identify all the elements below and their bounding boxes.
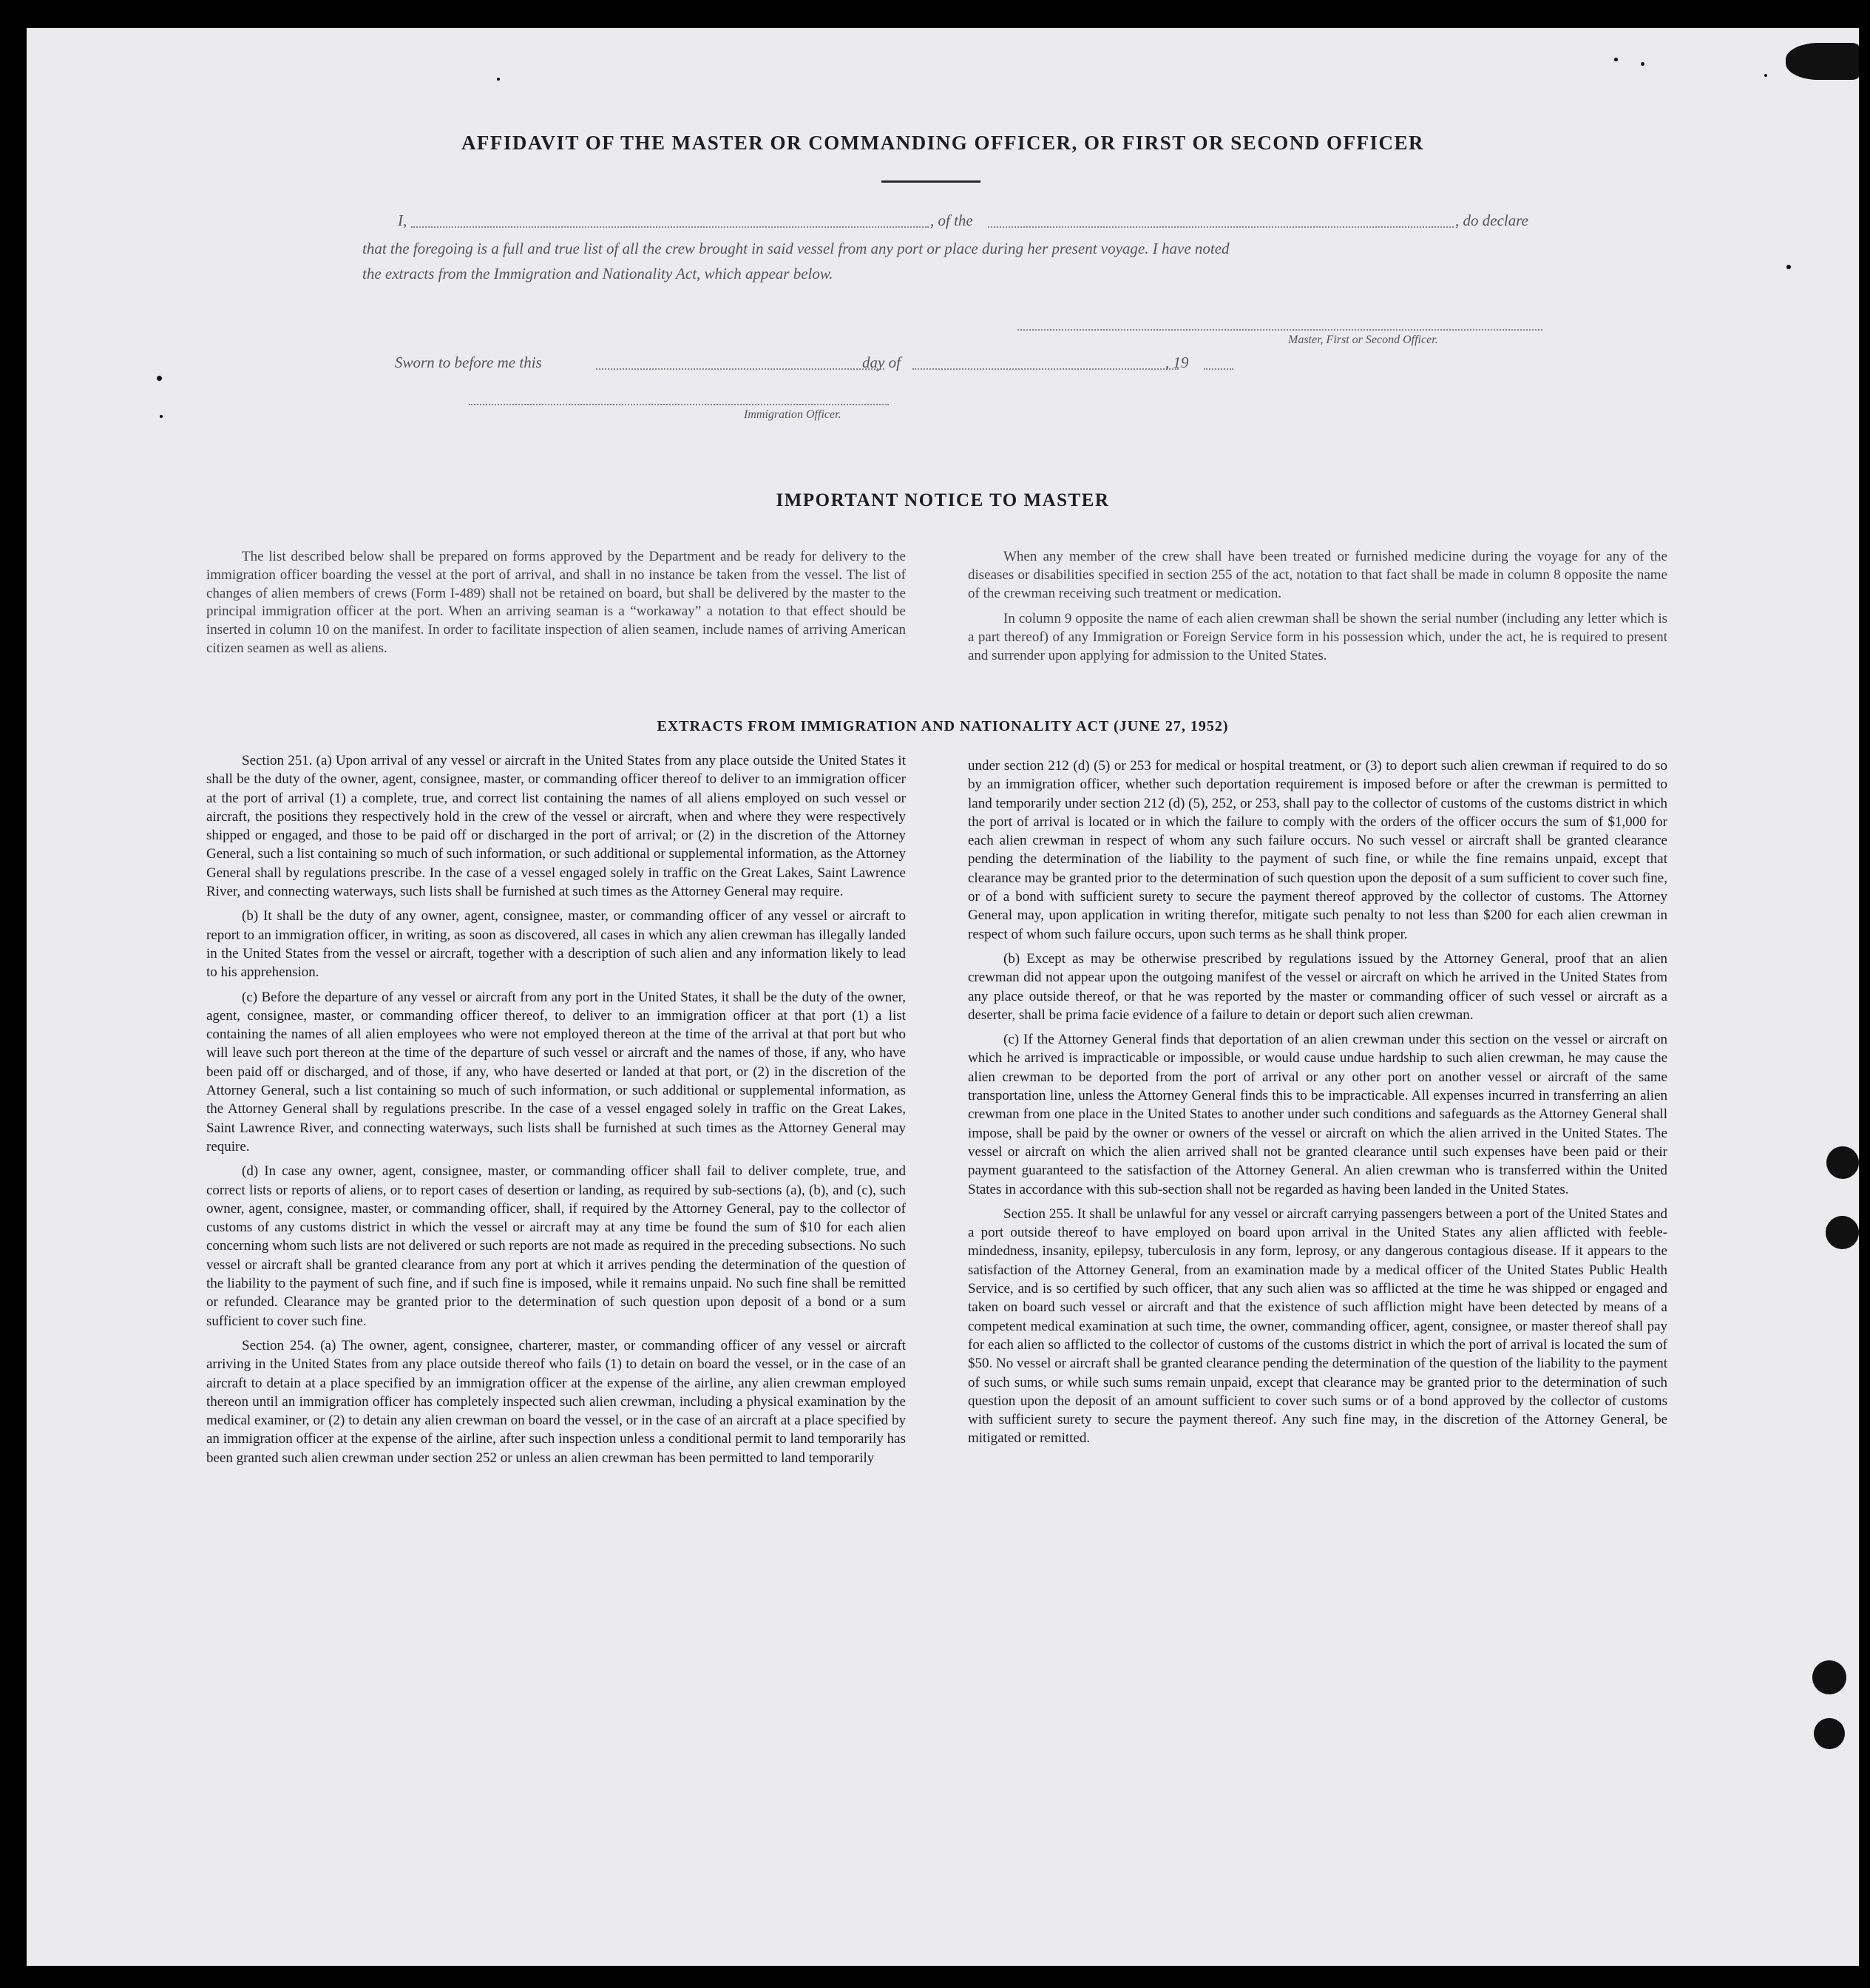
punch-hole-mark bbox=[1812, 1660, 1846, 1694]
notice-left-column bbox=[206, 548, 906, 664]
immigration-officer-signature-line[interactable] bbox=[469, 404, 889, 405]
scan-dot bbox=[1614, 58, 1618, 61]
notice-right-paragraph-2: In column 9 opposite the name of each alien crewman shall be shown the serial number (including any letter which is a part thereof) of any Immigration or Foreign Service form in his possession which, under the act, he is required to present and surrender upon applying for admission to the United States. bbox=[968, 611, 1667, 663]
section-251-d: (d) In case any owner, agent, consignee, master, or commanding officer shall fail to deliver complete, true, and correct lists or reports of aliens, or to report cases of desertion or landing, as required by sub-sections (a), (b), and (c), such owner, agent, consignee, master, or commanding officer, shall, if required by the Attorney General, pay to the collector of customs of any customs district in which the vessel or aircraft may at any time be found the sum of $10 for each alien concerning whom such lists are not delivered or such reports are not made as required in the preceding subsections. No such vessel or aircraft shall be granted clearance from any port at which it arrives pending the determination of the question of the liability to the payment of such fine, and if such fine is imposed, while it remains unpaid. No such fine shall be remitted or refunded. Clearance may be granted prior to the determination of such question upon deposit of a bond or a sum sufficient to cover such fine. bbox=[206, 1163, 906, 1329]
scan-dot bbox=[1786, 265, 1791, 269]
punch-hole-mark bbox=[1826, 1146, 1859, 1179]
sworn-year-field[interactable] bbox=[1204, 368, 1233, 370]
declaration-of-the: , of the bbox=[930, 212, 973, 229]
notice-heading: IMPORTANT NOTICE TO MASTER bbox=[776, 490, 1110, 510]
year-label: , 19 bbox=[1165, 354, 1189, 371]
document-page bbox=[27, 28, 1859, 1966]
declaration-line-3: the extracts from the Immigration and Nationality Act, which appear below. bbox=[362, 265, 833, 283]
notice-left-paragraph: The list described below shall be prepared on forms approved by the Department and be ready for delivery to the immigration officer boarding the vessel at the port of arrival, and shall in no instance be taken from the vessel. The list of changes of alien members of crews (Form I-489) shall not be retained on board, but shall be delivered by the master to the principal immigration officer at the port. When an arriving seaman is a “workaway” a notation to that effect should be inserted in column 10 on the manifest. In order to facilitate inspection of alien seamen, include names of arriving American citizen seamen as well as aliens. bbox=[206, 549, 906, 656]
punch-hole-mark bbox=[1786, 43, 1859, 80]
declaration-do-declare: , do declare bbox=[1455, 212, 1528, 229]
scan-dot bbox=[157, 376, 162, 381]
sworn-day-field[interactable] bbox=[596, 368, 884, 370]
section-254-c: (c) If the Attorney General finds that deportation of an alien crewman under this section on the vessel or aircraft on which he arrived is impracticable or impossible, or would cause undue hardship to such alien crewman, he may cause the alien crewman to be deported from the port of arrival or any other port on another vessel or aircraft of the same transportation line, unless the Attorney General finds this to be impracticable. All expenses incurred in transferring an alien crewman from one place in the United States to another under such conditions and safeguards as the Attorney General shall impose, shall be paid by the owner or owners of the vessel or aircraft on which the alien arrived in the United States. The vessel or aircraft on which the alien arrived shall not be granted clearance until such expenses have been paid or their payment guaranteed to the satisfaction of the Attorney General. An alien crewman who is transferred within the United States in accordance with this sub-section shall not be regarded as having been landed in the United States. bbox=[968, 1032, 1667, 1197]
section-251-c: (c) Before the departure of any vessel or aircraft from any port in the United States, it shall be the duty of the owner, agent, consignee, master, or commanding officer thereof, to deliver to an immigration officer at that port (1) a list containing the names of all alien employees who were not employed thereon at the time of the arrival at that port but who will leave such port thereon at the time of the departure of such vessel or aircraft and the names of those, if any, who have been paid off or discharged, and of those, if any, who have deserted or landed at that port, or (2) in the discretion of the Attorney General, such a list containing so much of such information, or such additional or supplemental information, as the Attorney General shall by regulations prescribe. In the case of a vessel engaged solely in traffic on the Great Lakes, Saint Lawrence River, and connecting waterways, such lists shall be furnished at such times as the Attorney General may require. bbox=[206, 989, 906, 1154]
section-254-a: Section 254. (a) The owner, agent, consignee, charterer, master, or commanding officer of any vessel or aircraft arriving in the United States from any place outside thereof who fails (1) to detain on board the vessel, or in the case of an aircraft to detain at a place specified by an immigration officer at the expense of the airline, any alien crewman employed thereon until an immigration officer has completely inspected such alien crewman, including a physical examination by the medical examiner, or (2) to detain any alien crewman on board the vessel, or in the case of an aircraft at a place specified by an immigration officer at the expense of the airline, after such inspection unless a conditional permit to land temporarily has been granted such alien crewman under section 252 or unless an alien crewman has been permitted to land temporarily bbox=[206, 1337, 906, 1466]
declaration-i: I, bbox=[398, 212, 407, 229]
punch-hole-mark bbox=[1814, 1718, 1845, 1749]
sworn-month-field[interactable] bbox=[912, 368, 1179, 370]
section-255: Section 255. It shall be unlawful for any vessel or aircraft carrying passengers between a port of the United States and a port outside thereof to have employed on board upon arrival in the United States any alien afflicted with feeble-mindedness, insanity, epilepsy, tuberculosis in any form, leprosy, or any dangerous contagious disease. If it appears to the satisfaction of the Attorney General, from an examination made by a medical officer of the United States Public Health Service, and is so certified by such officer, that any such alien was so afflicted at the time he was shipped or engaged and taken on board such vessel or aircraft and that the existence of such affliction might have been detected by means of a competent medical examination at such time, the owner, commanding officer, agent, consignee, or master thereof shall pay for each alien so afflicted to the collector of customs of the customs district in which the port of arrival is located the sum of $50. No vessel or aircraft shall be granted clearance pending the determination of the question of the liability to the payment of such sums, or while such sums remain unpaid, except that clearance may be granted prior to the determination of such question upon the deposit of an amount sufficient to cover such sums or of a bond approved by the collector of customs with sufficient surety to secure the payment thereof. Any such fine may, in the discretion of the Attorney General, be mitigated or remitted. bbox=[968, 1206, 1667, 1447]
notice-right-paragraph-1: When any member of the crew shall have been treated or furnished medicine during the voyage for any of the diseases or disabilities specified in section 255 of the act, notation to that fact shall be made in column 8 opposite the name of the crewman receiving such treatment or medication. bbox=[968, 549, 1667, 601]
punch-hole-mark bbox=[1826, 1216, 1859, 1249]
section-254-a-continued: under section 212 (d) (5) or 253 for medical or hospital treatment, or (3) to deport such alien crewman if required to do so by an immigration officer, whether such deportation requirement is imposed before or after the crewman is permitted to land temporarily under section 212 (d) (5), 252, or 253, shall pay to the collector of customs of the customs district in which the port of arrival is located or in which the failure to comply with the orders of the officer occurs the sum of $1,000 for each alien crewman in respect of whom any such failure occurs. No such vessel or aircraft shall be granted clearance pending the determination of the liability to the payment of such fine, or while the fine remains unpaid, except that clearance may be granted prior to the determination of such question upon the deposit of a sum sufficient to cover such fine, or of a bond with sufficient surety to secure the payment thereof approved by the collector of customs. The Attorney General may, upon application in writing therefor, mitigate such penalty to not less than $200 for each alien crewman in respect of whom such failure occurs, upon such terms as he shall think proper. bbox=[968, 758, 1667, 942]
section-254-b: (b) Except as may be otherwise prescribed by regulations issued by the Attorney General, proof that an alien crewman did not appear upon the outgoing manifest of the vessel or aircraft on which he arrived in the United States from any place outside thereof, or that he was reported by the master or commanding officer of such vessel or aircraft as a deserter, shall be prima facie evidence of a failure to detain or deport such alien crewman. bbox=[968, 950, 1667, 1023]
section-251-b: (b) It shall be the duty of any owner, agent, consignee, master, or commanding officer of any vessel or aircraft to report to an immigration officer, in writing, as soon as discovered, all cases in which any alien crewman has illegally landed in the United States from the vessel or aircraft, together with a description of such alien and any information likely to lead to his apprehension. bbox=[206, 908, 906, 981]
day-of-label: day of bbox=[862, 354, 901, 371]
extracts-right-column bbox=[968, 757, 1667, 1454]
immigration-officer-label: Immigration Officer. bbox=[744, 408, 841, 421]
scan-dot bbox=[497, 78, 500, 81]
title-underline bbox=[881, 180, 980, 183]
sworn-label: Sworn to before me this bbox=[395, 354, 542, 371]
name-field[interactable] bbox=[411, 226, 929, 228]
declaration-line-2: that the foregoing is a full and true list of all the crew brought in said vessel from any port or place during her present voyage. I have noted bbox=[362, 240, 1230, 257]
scan-dot bbox=[160, 415, 163, 418]
scan-dot bbox=[1641, 62, 1644, 66]
extracts-heading: EXTRACTS FROM IMMIGRATION AND NATIONALITY ACT (JUNE 27, 1952) bbox=[657, 718, 1229, 734]
section-251-a: Section 251. (a) Upon arrival of any vessel or aircraft in the United States from any place outside the United States it shall be the duty of the owner, agent, consignee, master, or commanding officer thereof to deliver to an immigration officer at the port of arrival (1) a complete, true, and correct list containing the names of all aliens employed on such vessel or aircraft, the positions they respectively hold in the crew of the vessel or aircraft, when and where they were respectively shipped or engaged, and those to be paid off or discharged in the port of arrival; or (2) in the discretion of the Attorney General, such a list containing so much of such information, or such additional or supplemental information, as the Attorney General shall by regulations prescribe. In the case of a vessel engaged solely in traffic on the Great Lakes, Saint Lawrence River, and connecting waterways, such lists shall be furnished at such times as the Attorney General may require. bbox=[206, 753, 906, 900]
scan-dot bbox=[1764, 74, 1767, 77]
extracts-left-column bbox=[206, 751, 906, 1473]
master-signature-label: Master, First or Second Officer. bbox=[1288, 334, 1438, 346]
affidavit-title: AFFIDAVIT OF THE MASTER OR COMMANDING OFFICER, OR FIRST OR SECOND OFFICER bbox=[461, 132, 1425, 154]
notice-right-column bbox=[968, 548, 1667, 672]
master-signature-line[interactable] bbox=[1017, 329, 1542, 331]
vessel-field[interactable] bbox=[988, 226, 1454, 228]
